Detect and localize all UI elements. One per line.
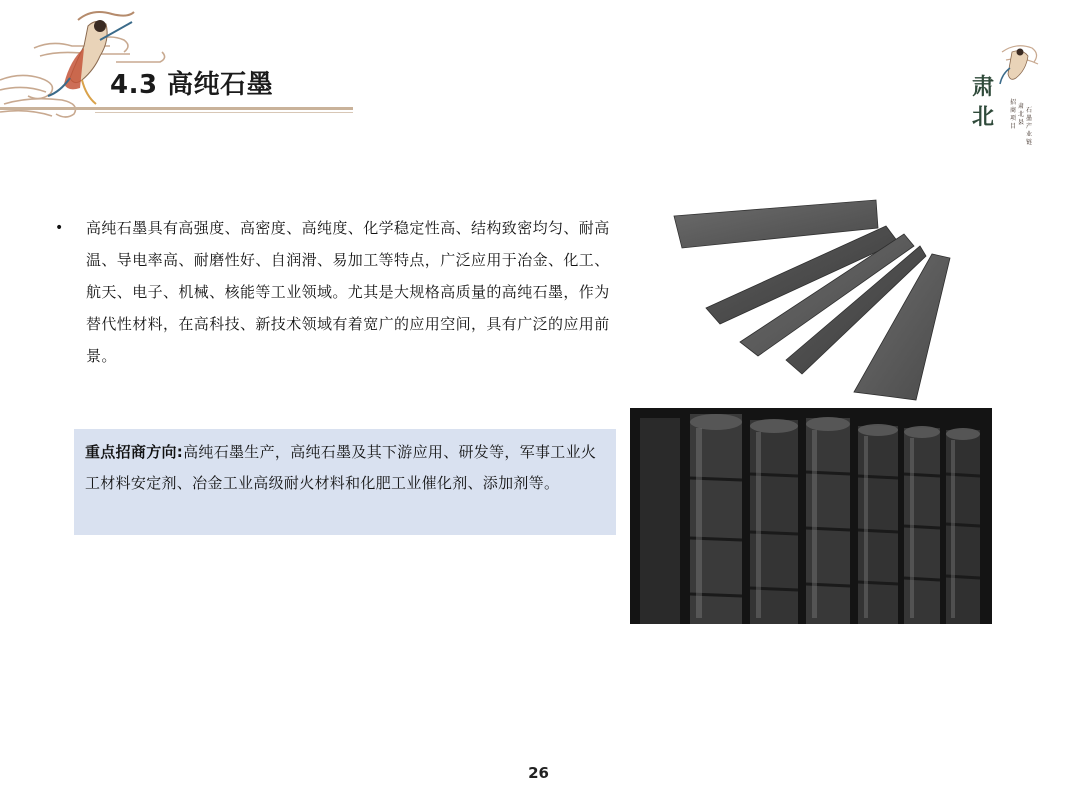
page-number: 26 [528,764,549,782]
page-title: 4.3 高纯石墨 [110,70,274,100]
svg-text:肃: 肃 [1018,103,1025,110]
svg-text:商: 商 [1010,107,1017,114]
investment-focus-box [74,429,616,535]
bullet-marker: • [55,220,64,236]
svg-text:县: 县 [1018,119,1025,126]
title-underline-secondary [95,112,353,113]
investment-focus-body: 高纯石墨生产，高纯石墨及其下游应用、研发等，军事工业火工材料安定剂、冶金工业高级耐火材料和化肥工业催化剂、添加剂等。 [85,443,597,492]
svg-text:产: 产 [1026,123,1033,130]
svg-text:石: 石 [1026,107,1033,114]
title-underline [0,107,353,110]
svg-text:墨: 墨 [1026,115,1033,122]
dunhuang-flying-apsara-logo [962,38,1042,166]
logo-main-chars: 肃 [972,74,995,100]
investment-focus-label: 重点招商方向: [85,443,184,461]
svg-text:链: 链 [1026,139,1033,146]
svg-text:项: 项 [1010,115,1017,122]
svg-text:北: 北 [972,104,995,130]
svg-text:目: 目 [1010,123,1017,130]
svg-text:北: 北 [1018,111,1025,118]
apsara-cloud-decoration-icon [0,0,360,130]
graphite-rods-photo [630,408,992,624]
svg-text:业: 业 [1026,131,1033,138]
investment-focus-text [85,437,611,499]
svg-text:招: 招 [1010,99,1017,106]
bullet-paragraph: 高纯石墨具有高强度、高密度、高纯度、化学稳定性高、结构致密均匀、耐高温、导电率高、耐磨性好、自润滑、易加工等特点，广泛应用于冶金、化工、航天、电子、机械、核能等工业领域。尤其是大规格高质量的高纯石墨，作为替代性材料，在高科技、新技术领域有着宽广的应用空间，具有广泛的应用前景。 [86,219,610,365]
graphite-plates-photo [668,196,958,402]
